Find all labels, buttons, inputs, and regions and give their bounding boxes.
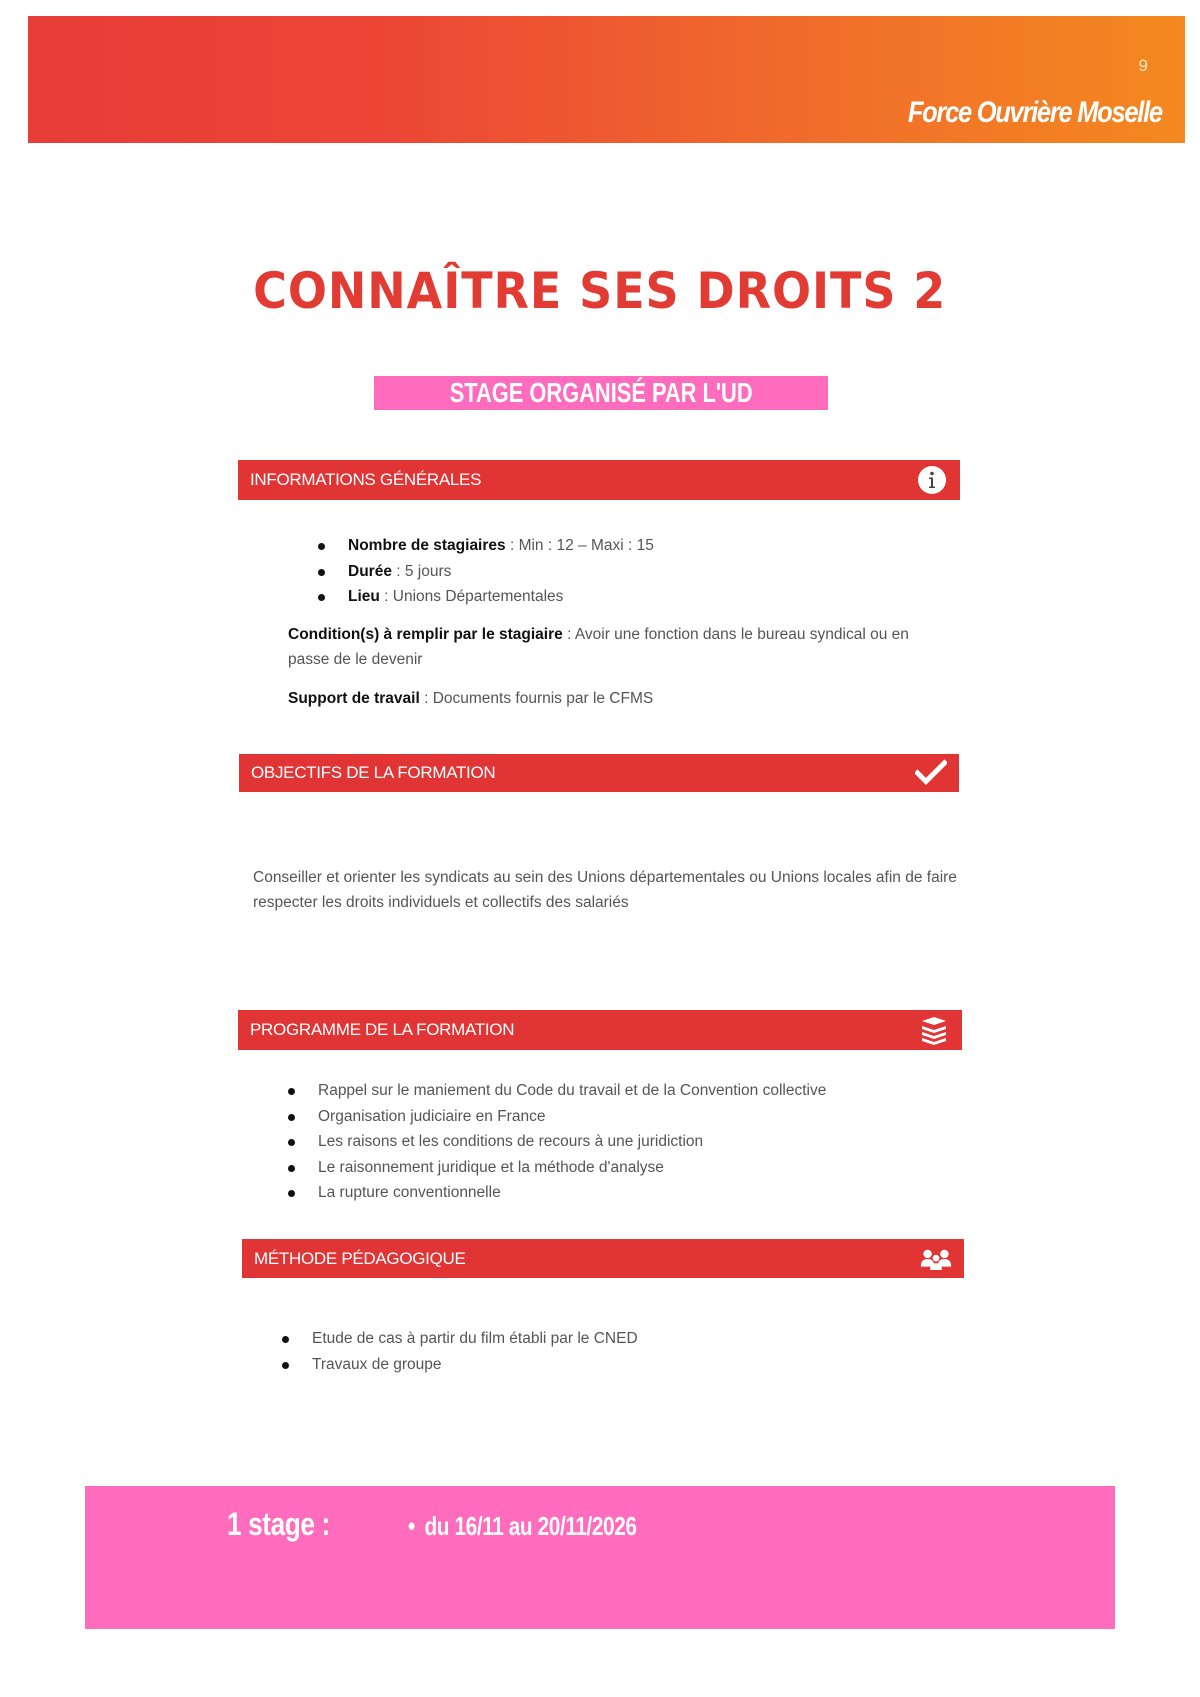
list-item: Etude de cas à partir du film établi par le CNED (282, 1326, 922, 1352)
support-paragraph (288, 686, 928, 711)
item-label: Lieu (348, 588, 380, 605)
objectives-text (253, 865, 973, 915)
objectives-paragraph: Conseiller et orienter les syndicats au sein des Unions départementales ou Unions locales afin de faire respecter les droits individuels et collectifs des salariés (253, 869, 957, 911)
item-label: Durée (348, 562, 392, 580)
stage-count-label: 1 stage : (227, 1506, 330, 1542)
support-value: : Documents fournis par le CFMS (419, 690, 654, 707)
conditions-value: : Avoir une fonction dans le bureau syndical ou en passe de le devenir (288, 626, 909, 668)
support-label: Support de travail (288, 690, 420, 707)
stage-date: • du 16/11 au 20/11/2026 (408, 1511, 637, 1542)
method-list (282, 1326, 922, 1377)
list-item: La rupture conventionnelle (288, 1180, 928, 1206)
schedule-box (85, 1486, 1115, 1629)
section-heading: INFORMATIONS GÉNÉRALES (250, 470, 482, 489)
page-title-text: CONNAÎTRE SES DROITS 2 (253, 262, 947, 320)
conditions-label: Condition(s) à remplir par le stagiaire (288, 626, 563, 643)
subtitle-text: STAGE ORGANISÉ PAR L'UD (449, 377, 753, 408)
item-value: : Unions Départementales (379, 588, 564, 605)
books-stack-icon (918, 1014, 950, 1046)
conditions-paragraph (288, 622, 928, 672)
section-header-method (242, 1239, 964, 1278)
list-item (318, 559, 958, 585)
section-heading: PROGRAMME DE LA FORMATION (250, 1020, 515, 1039)
list-item: Les raisons et les conditions de recours à une juridiction (288, 1129, 928, 1155)
header-banner (28, 16, 1185, 143)
list-item (318, 584, 958, 610)
program-list (288, 1078, 928, 1206)
item-value: : 5 jours (391, 562, 452, 580)
org-name: Force Ouvrière Moselle (908, 96, 1162, 129)
list-item: Le raisonnement juridique et la méthode d'analyse (288, 1155, 928, 1181)
list-item (318, 533, 958, 559)
section-heading: MÉTHODE PÉDAGOGIQUE (254, 1248, 466, 1268)
general-info-list (318, 533, 958, 610)
list-item: Organisation judiciaire en France (288, 1104, 928, 1130)
page-number: 9 (1138, 56, 1148, 75)
page-title (0, 262, 1200, 320)
group-people-icon (920, 1243, 952, 1275)
section-header-objectives (239, 754, 959, 792)
info-icon (916, 464, 948, 496)
section-header-program (238, 1010, 962, 1050)
item-label: Nombre de stagiaires (348, 537, 506, 554)
list-item: Rappel sur le maniement du Code du travail et de la Convention collective (288, 1078, 928, 1104)
checkmark-icon (915, 757, 947, 789)
section-heading: OBJECTIFS DE LA FORMATION (251, 763, 496, 782)
subtitle-band (374, 376, 828, 410)
item-value: : Min : 12 – Maxi : 15 (505, 537, 654, 554)
section-header-general-info (238, 460, 960, 500)
list-item: Travaux de groupe (282, 1352, 922, 1378)
